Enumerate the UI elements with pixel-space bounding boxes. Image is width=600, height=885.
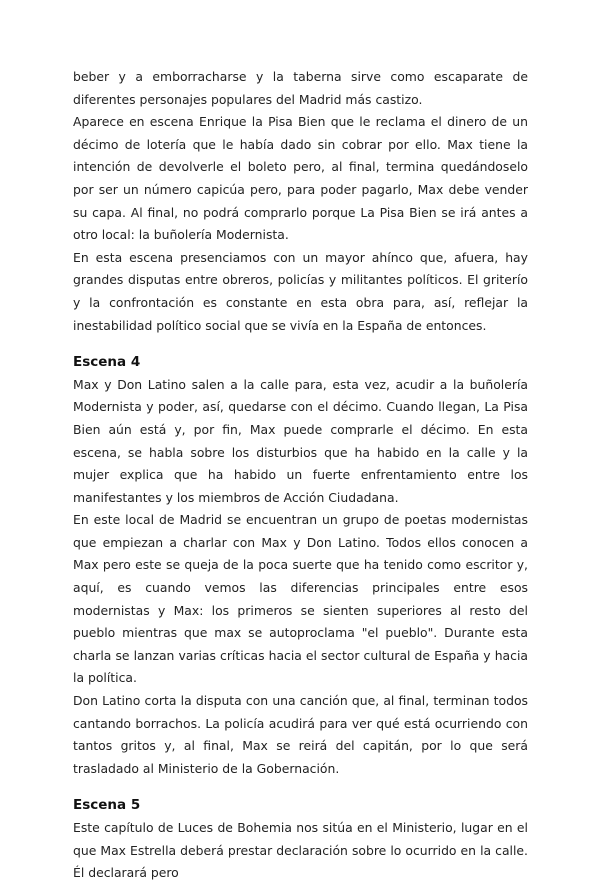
paragraph: En esta escena presenciamos con un mayor ahínco que, afuera, hay grandes disputas entre obreros, policías y militantes políticos. El griterío y la confrontación es constante en esta obra para, así, reflejar la inestabilidad político social que se vivía en la España de entonces. xyxy=(73,249,528,333)
paragraph: Don Latino corta la disputa con una canción que, al final, terminan todos cantando borrachos. La policía acudirá para ver qué está ocurriendo con tantos gritos y, al final, Max se reirá del capitán, por lo que será trasladado al Ministerio de la Gobernación. xyxy=(73,693,528,776)
section-heading-escena-5: Escena 5 xyxy=(73,797,141,814)
paragraph: beber y a emborracharse y la taberna sirve como escaparate de diferentes personajes populares del Madrid más castizo. xyxy=(73,69,528,107)
paragraph: En este local de Madrid se encuentran un grupo de poetas modernistas que empiezan a charlar con Max y Don Latino. Todos ellos conocen a Max pero este se queja de la poca suerte que ha tenido como escritor y, aquí, es cuando vemos las diferencias principales entre esos modernistas y Max: los primeros se sienten superiores al resto del pueblo mientras que max se autoproclama "el pueblo". Durante esta charla se lanzan varias críticas hacia el sector cultural de España y hacia la política. xyxy=(73,512,528,686)
document-body xyxy=(73,66,528,885)
paragraph: Aparece en escena Enrique la Pisa Bien que le reclama el dinero de un décimo de lotería que le había dado sin cobrar por ello. Max tiene la intención de devolverle el boleto pero, al final, termina quedándoselo por ser un número capicúa pero, para poder pagarlo, Max debe vender su capa. Al final, no podrá comprarlo porque La Pisa Bien se irá antes a otro local: la buñolería Modernista. xyxy=(73,114,528,243)
section-heading-escena-4: Escena 4 xyxy=(73,354,141,371)
paragraph: Max y Don Latino salen a la calle para, esta vez, acudir a la buñolería Modernista y poder, así, quedarse con el décimo. Cuando llegan, La Pisa Bien aún está y, por fin, Max puede comprarle el décimo. En esta escena, se habla sobre los disturbios que ha habido en la calle y la mujer explica que ha habido un fuerte enfrentamiento entre los manifestantes y los miembros de Acción Ciudadana. xyxy=(73,376,528,505)
paragraph: Este capítulo de Luces de Bohemia nos sitúa en el Ministerio, lugar en el que Max Estrella deberá prestar declaración sobre lo ocurrido en la calle. Él declarará pero xyxy=(73,820,528,881)
